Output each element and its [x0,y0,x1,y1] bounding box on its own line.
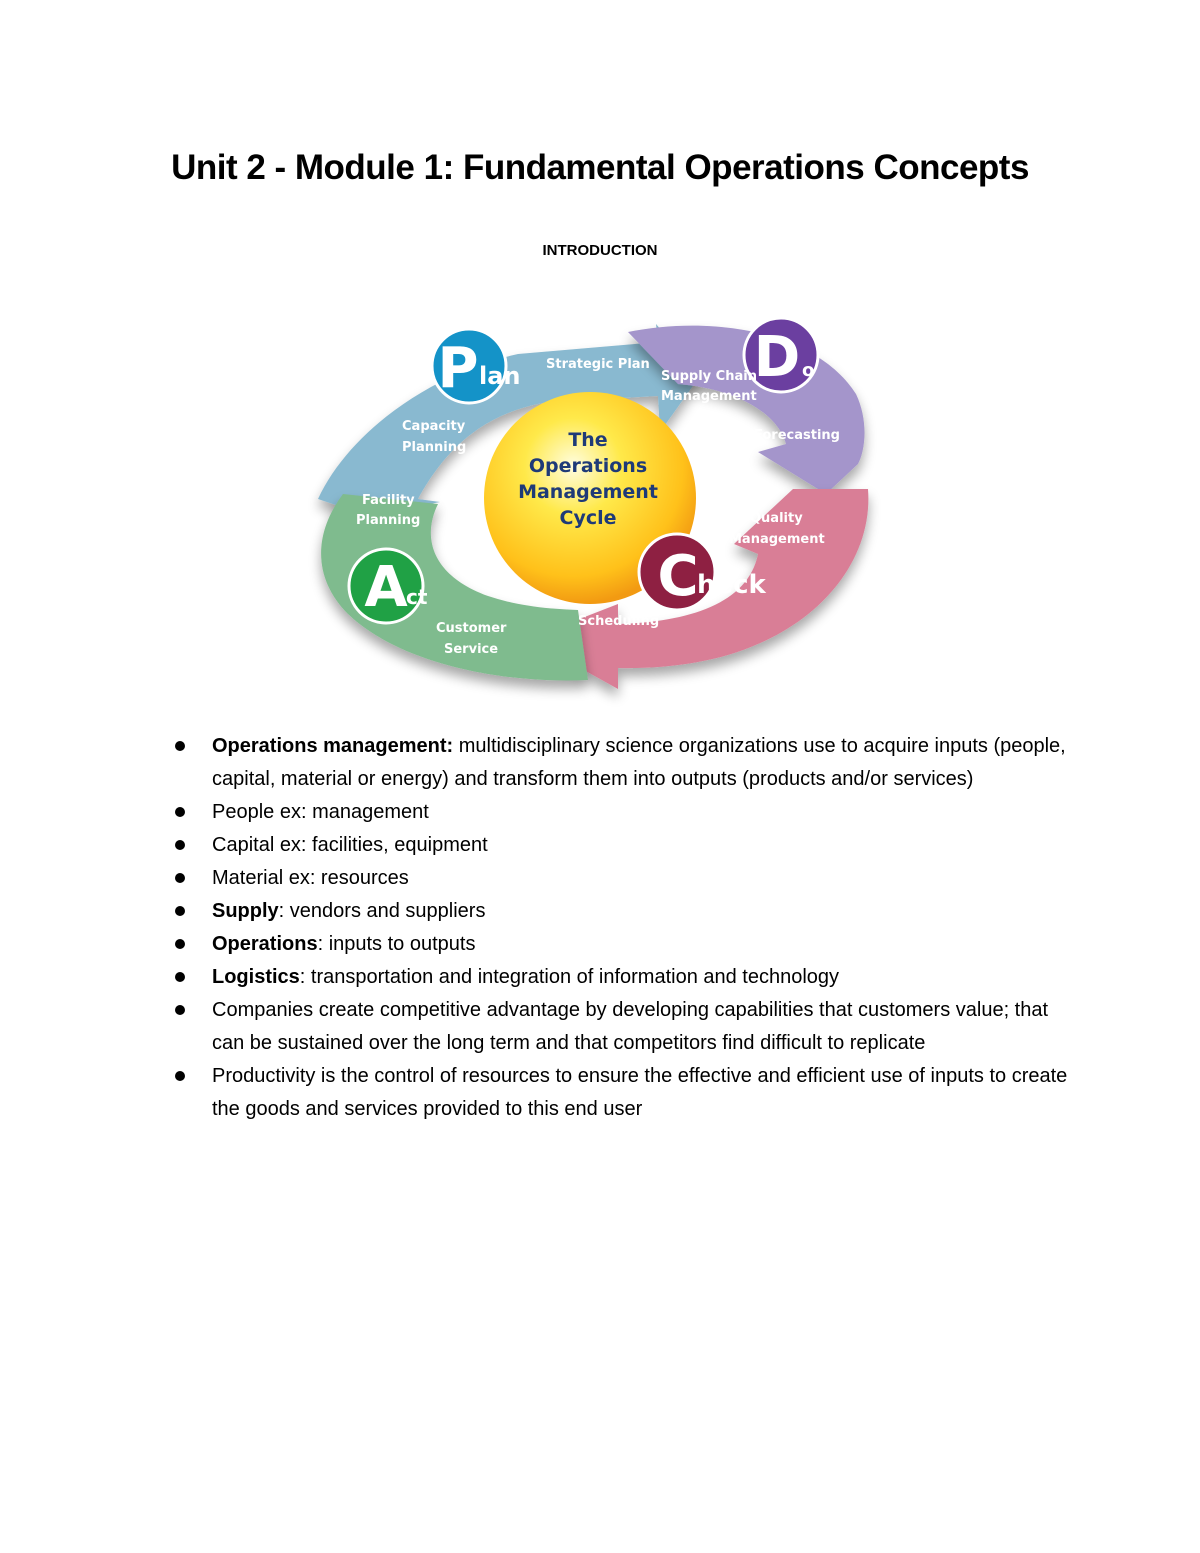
plan-big-letter: P [437,336,479,401]
bullet-bold-term: Operations management: [212,735,454,757]
bullet-text: Material ex: resources [212,867,409,889]
bullet-icon [175,741,185,751]
label-quality-2: Management [729,532,825,547]
bullet-text: Productivity is the control of resources to ensure the effective and efficient use of inputs to create the goods and services provided to this end user [212,1065,1068,1120]
label-customer-2: Service [444,642,499,657]
list-item [172,895,1072,928]
bullet-icon [175,840,185,850]
bullet-text: : transportation and integration of information and technology [299,966,840,988]
list-item [172,730,1072,796]
label-forecasting: Forecasting [754,428,840,443]
bullet-icon [175,1005,185,1015]
bullet-icon [175,972,185,982]
bullet-bold-term: Supply [212,900,279,922]
bullet-text: : vendors and suppliers [278,900,486,922]
check-big-letter: C [657,544,699,609]
label-facility-2: Planning [356,513,421,528]
bullet-icon [175,939,185,949]
check-small-letters: heck [697,570,766,600]
section-heading: INTRODUCTION [542,242,658,259]
label-supply-chain-2: Management [661,389,757,404]
bullet-text: People ex: management [212,801,429,823]
bullet-icon [175,873,185,883]
plan-small-letters: lan [479,362,521,390]
list-item [172,862,1072,895]
label-facility-1: Facility [362,493,415,508]
list-item [172,829,1072,862]
label-scheduling: Scheduling [578,614,660,629]
center-label-line-1: The [568,429,608,451]
bullet-text: Companies create competitive advantage by developing capabilities that customers value; that can be sustained over the long term and that competitors find difficult to replicate [212,999,1049,1054]
operations-management-cycle-diagram [288,284,913,710]
bullet-icon [175,1071,185,1081]
bullet-list [172,730,1072,1126]
do-big-letter: D [753,325,801,390]
act-small-letters: ct [406,585,428,609]
act-big-letter: A [364,555,408,620]
list-item [172,796,1072,829]
do-small-letters: o [802,360,815,381]
page-title: Unit 2 - Module 1: Fundamental Operations Concepts [171,148,1029,187]
label-quality-1: Quality [750,511,803,526]
center-label-line-3: Management [518,481,658,503]
list-item [172,961,1072,994]
bullet-icon [175,807,185,817]
label-capacity-1: Capacity [402,419,466,434]
bullet-bold-term: Operations [212,933,318,955]
label-strategic-plan: Strategic Plan [546,357,650,372]
list-item [172,1060,1072,1126]
list-item [172,928,1072,961]
center-label-line-4: Cycle [559,507,617,529]
bullet-text: : inputs to outputs [317,933,476,955]
list-item [172,994,1072,1060]
label-supply-chain-1: Supply Chain [661,369,757,384]
label-capacity-2: Planning [402,440,467,455]
center-label-line-2: Operations [528,455,648,477]
bullet-text: Capital ex: facilities, equipment [212,834,488,856]
bullet-icon [175,906,185,916]
label-customer-1: Customer [436,621,507,636]
bullet-bold-term: Logistics [212,966,300,988]
bullet-text: multidisciplinary science organizations use to acquire inputs (people, capital, material or energy) and transform them into outputs (products and/or services) [212,735,1066,790]
